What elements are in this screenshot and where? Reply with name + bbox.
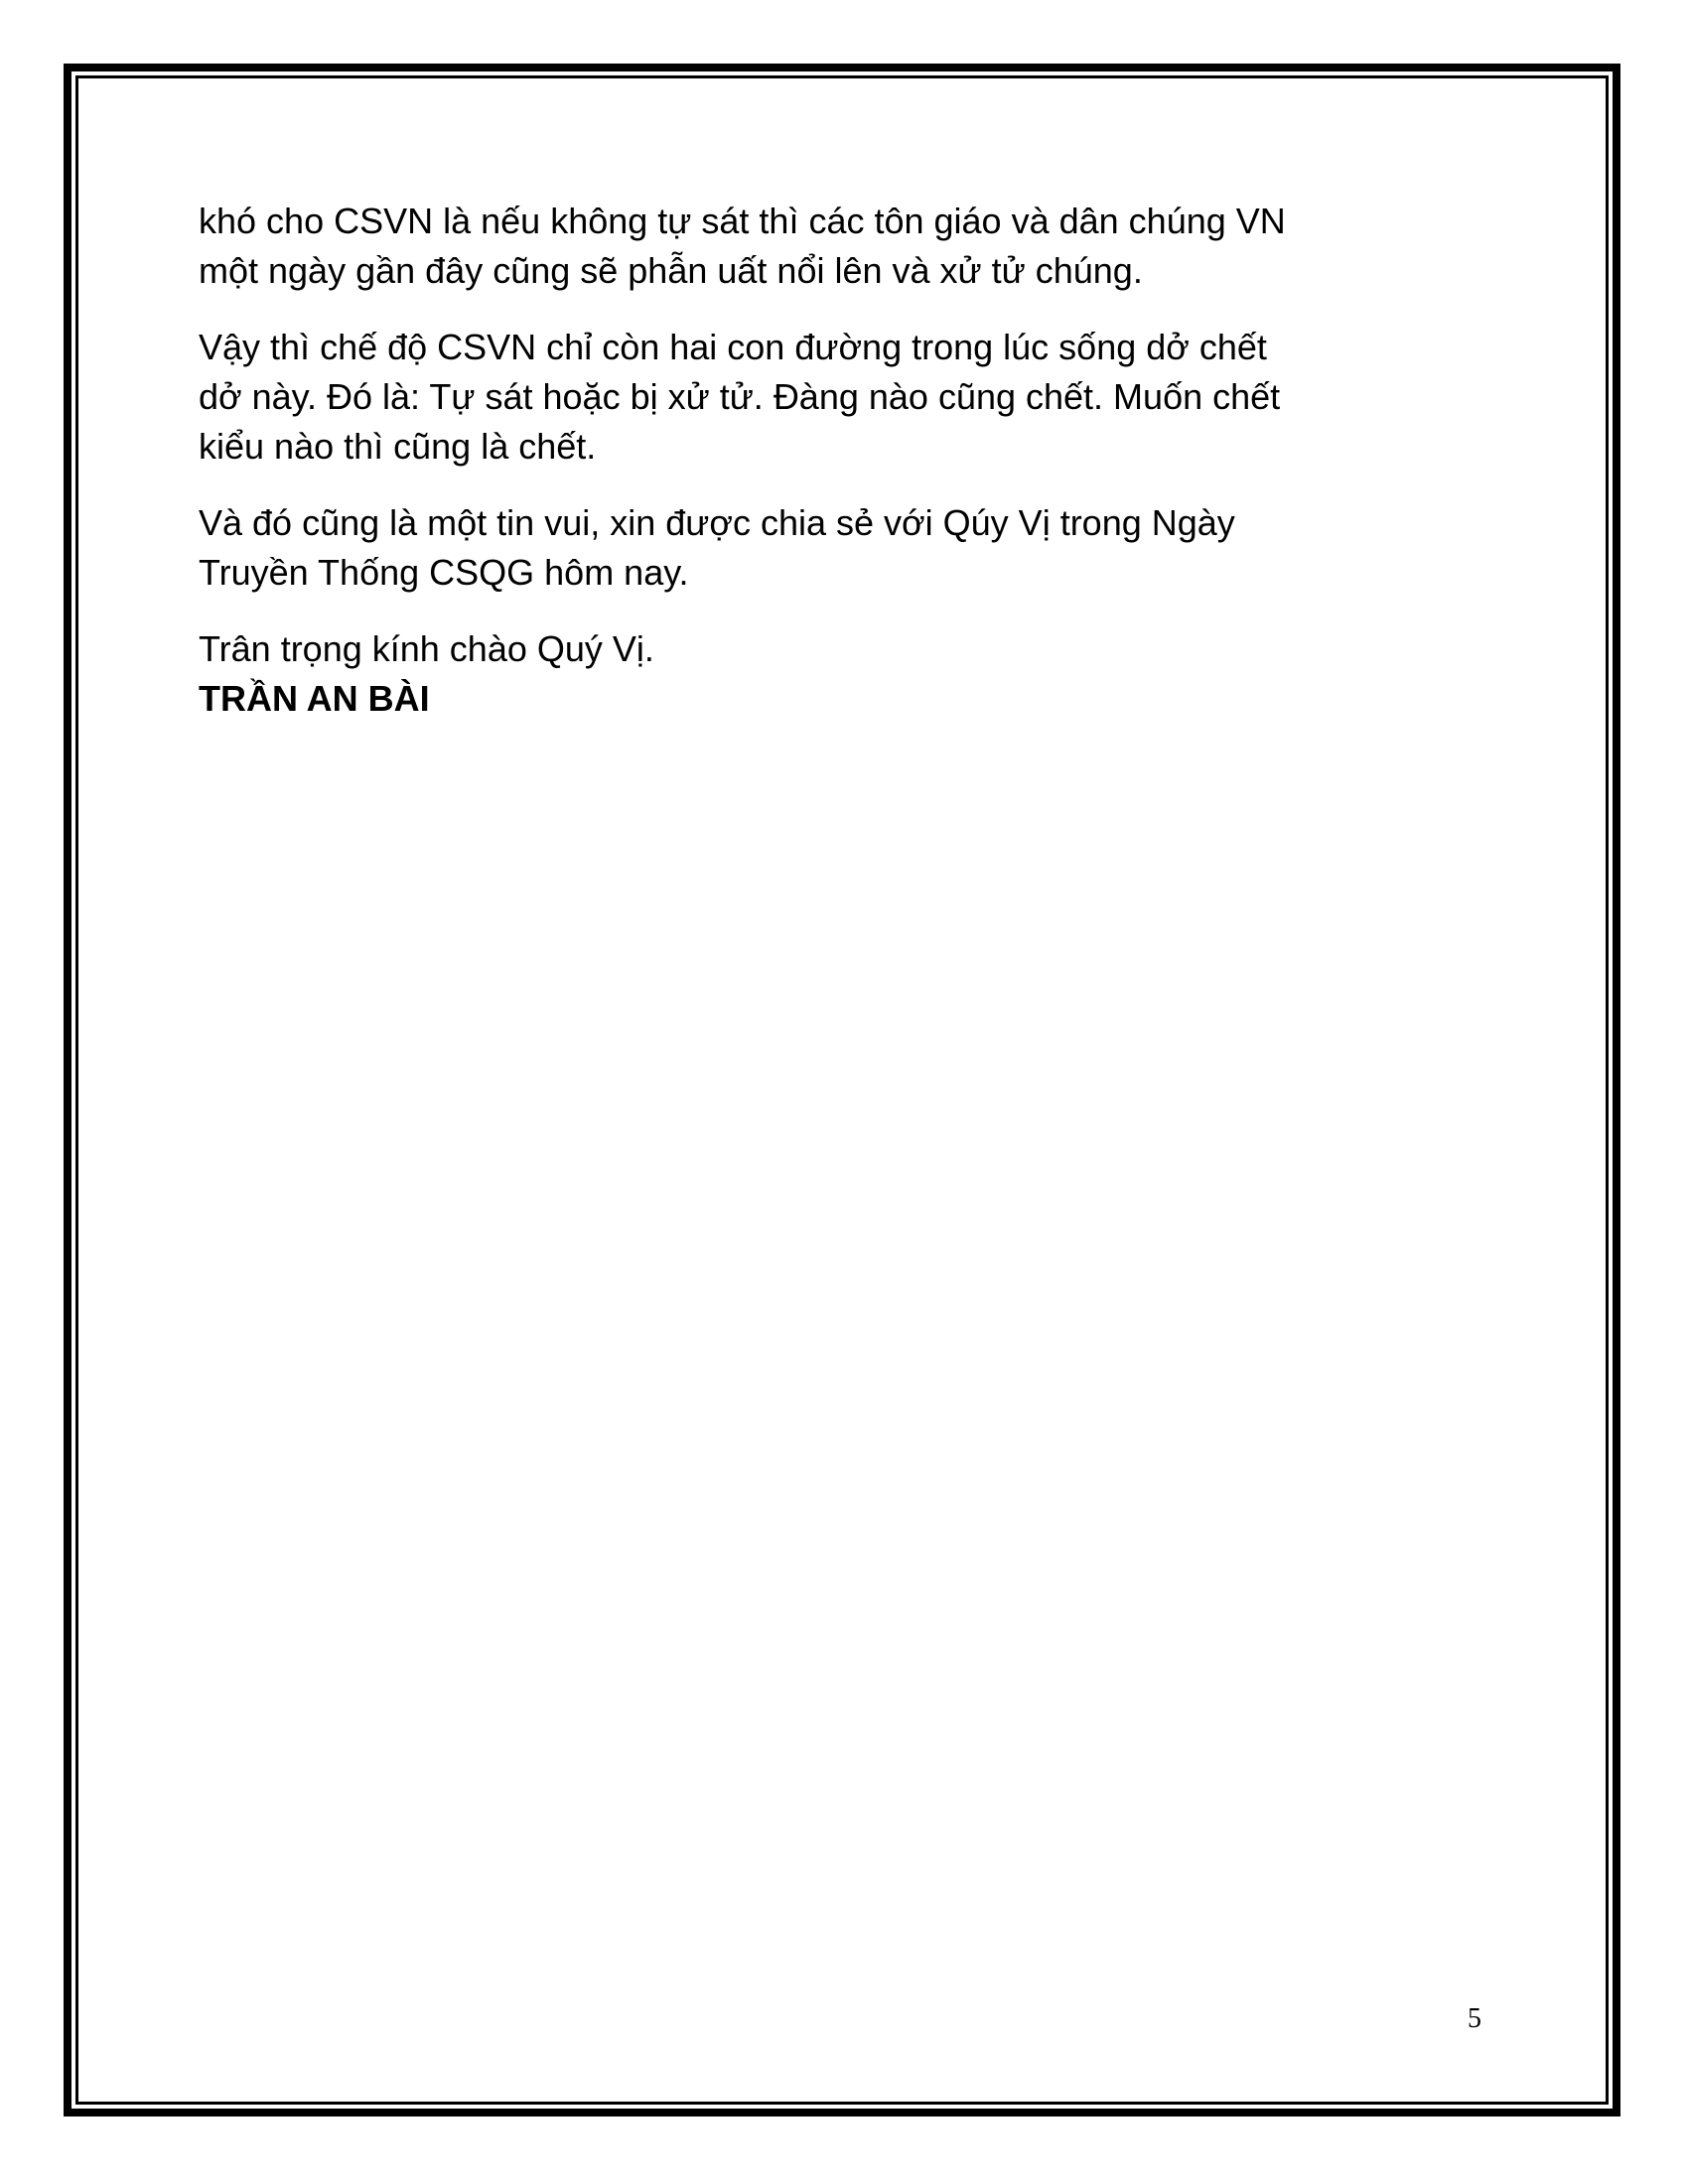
closing-text: Trân trọng kính chào Quý Vị. bbox=[199, 628, 654, 669]
text-line: dở này. Đó là: Tự sát hoặc bị xử tử. Đàng nào cũng chết. Muốn chết bbox=[199, 376, 1281, 417]
paragraph bbox=[199, 323, 1420, 472]
text-line: khó cho CSVN là nếu không tự sát thì các tôn giáo và dân chúng VN bbox=[199, 201, 1286, 241]
text-line: Truyền Thống CSQG hôm nay. bbox=[199, 552, 689, 593]
paragraph bbox=[199, 197, 1420, 296]
text-line: Và đó cũng là một tin vui, xin được chia sẻ với Qúy Vị trong Ngày bbox=[199, 502, 1235, 543]
signature: TRẦN AN BÀI bbox=[199, 678, 430, 719]
text-line: một ngày gần đây cũng sẽ phẫn uất nổi lên và xử tử chúng. bbox=[199, 250, 1143, 291]
paragraph bbox=[199, 498, 1420, 598]
text-line: Vậy thì chế độ CSVN chỉ còn hai con đường trong lúc sống dở chết bbox=[199, 327, 1267, 367]
closing-block bbox=[199, 624, 1420, 724]
page-number: 5 bbox=[1468, 2003, 1481, 2034]
document-body bbox=[199, 197, 1420, 724]
text-line: kiểu nào thì cũng là chết. bbox=[199, 426, 597, 467]
